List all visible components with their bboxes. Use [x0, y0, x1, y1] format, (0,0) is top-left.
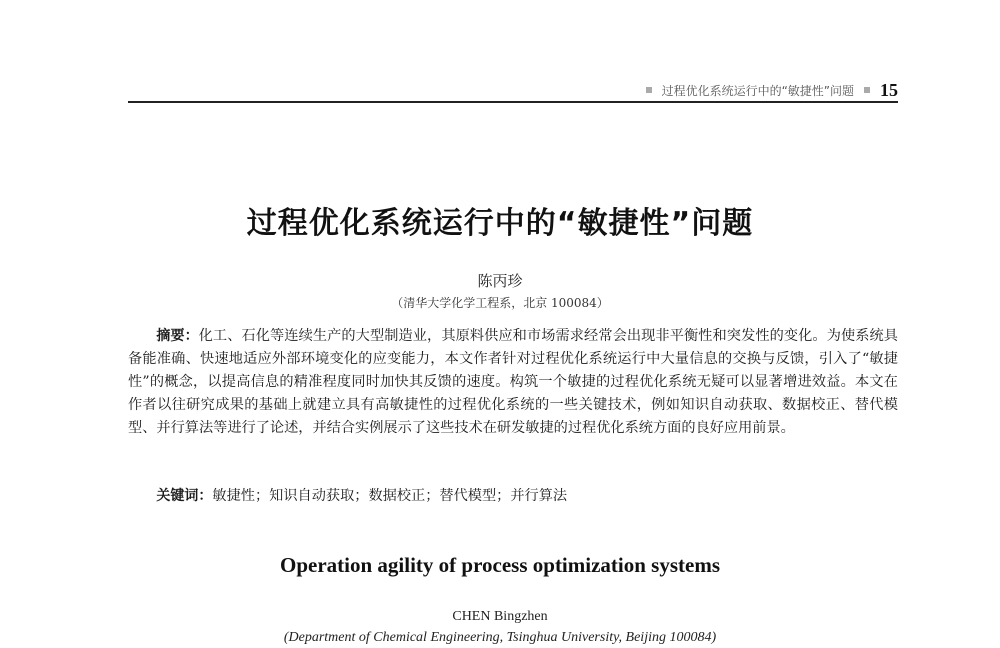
- header-divider: [128, 101, 898, 103]
- abstract-label: 摘要：: [156, 328, 199, 344]
- author-name-en: CHEN Bingzhen: [452, 609, 548, 624]
- author-name-cn: 陈丙珍: [477, 272, 523, 290]
- affiliation-cn: （清华大学化学工程系，北京 100084）: [391, 296, 609, 310]
- abstract-cn: [128, 325, 898, 440]
- keywords-text: 敏捷性；知识自动获取；数据校正；替代模型；并行算法: [212, 488, 568, 504]
- header-bullet-icon: [864, 87, 870, 93]
- paper-title-en: Operation agility of process optimization systems: [280, 553, 720, 577]
- affiliation-en: (Department of Chemical Engineering, Tsinghua University, Beijing 100084): [283, 630, 717, 645]
- header-bullet-icon: [646, 87, 652, 93]
- keywords-label: 关键词：: [156, 488, 213, 504]
- running-header-title: 过程优化系统运行中的“敏捷性”问题: [661, 83, 854, 98]
- running-header: [128, 80, 898, 100]
- paper-title-cn: 过程优化系统运行中的“敏捷性”问题: [246, 206, 754, 241]
- keywords-cn: [128, 485, 898, 508]
- page-number: 15: [880, 79, 898, 100]
- abstract-text: 化工、石化等连续生产的大型制造业，其原料供应和市场需求经常会出现非平衡性和突发性的变化。为使系统具备能准确、快速地适应外部环境变化的应变能力，本文作者针对过程优化系统运行中大量信息的交换与反馈，引入了“敏捷性”的概念，以提高信息的精准程度同时加快其反馈的速度。构筑一个敏捷的过程优化系统无疑可以显著增进效益。本文在作者以往研究成果的基础上就建立具有高敏捷性的过程优化系统的一些关键技术，例如知识自动获取、数据校正、替代模型、并行算法等进行了论述，并结合实例展示了这些技术在研发敏捷的过程优化系统方面的良好应用前景。: [128, 328, 898, 436]
